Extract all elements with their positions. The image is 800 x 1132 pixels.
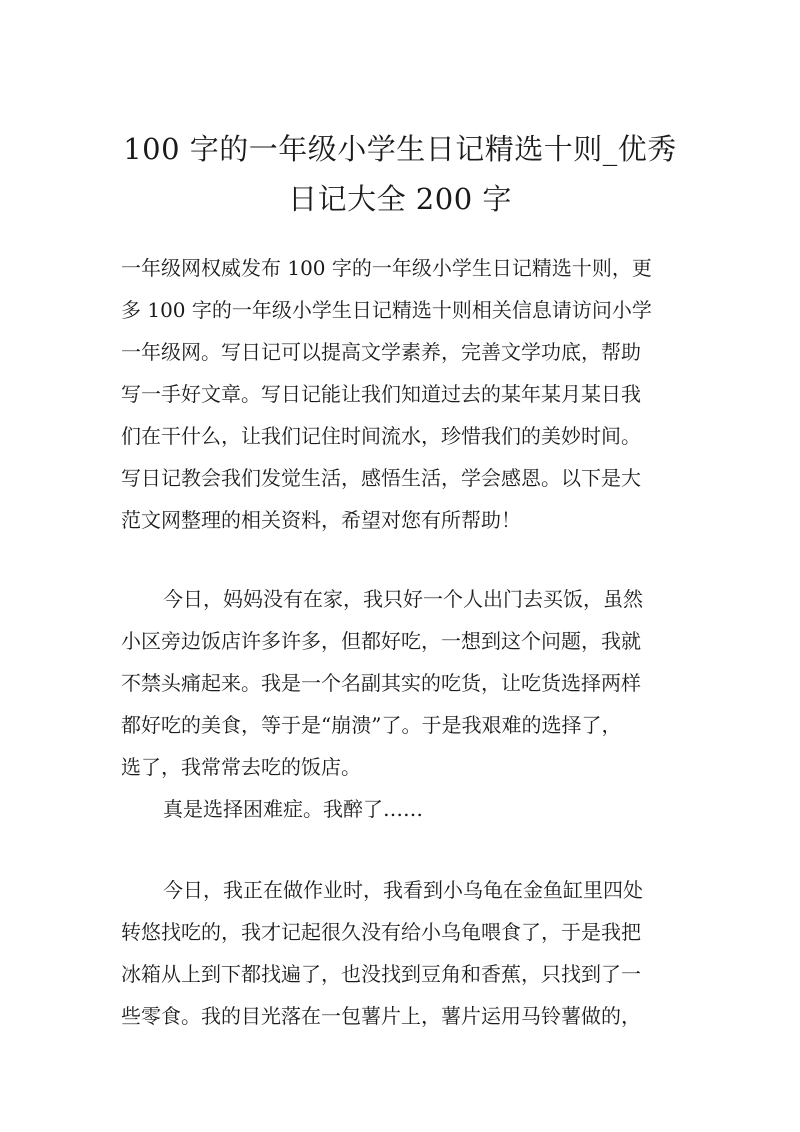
diary-line: 转悠找吃的，我才记起很久没有给小乌龟喂食了，于是我把 (121, 920, 641, 944)
diary-line: 今日，我正在做作业时，我看到小乌龟在金鱼缸里四处 (163, 878, 643, 902)
diary-line: 不禁头痛起来。我是一个名副其实的吃货，让吃货选择两样 (121, 671, 641, 695)
intro-line: 范文网整理的相关资料，希望对您有所帮助！ (121, 508, 521, 532)
intro-line: 一年级网。写日记可以提高文学素养，完善文学功底，帮助 (121, 340, 641, 364)
intro-line: 一年级网权威发布 100 字的一年级小学生日记精选十则，更 (121, 256, 652, 280)
title-line: 100 字的一年级小学生日记精选十则_优秀 (123, 132, 677, 166)
diary-entry-1 (121, 578, 701, 830)
diary-line: 今日，妈妈没有在家，我只好一个人出门去买饭，虽然 (163, 587, 643, 611)
diary-entry-2 (121, 869, 701, 1037)
diary-line: 小区旁边饭店许多许多，但都好吃，一想到这个问题，我就 (121, 629, 641, 653)
diary-line: 都好吃的美食，等于是“崩溃”了。于是我艰难的选择了， (121, 713, 622, 737)
diary-line: 些零食。我的目光落在一包薯片上，薯片运用马铃薯做的， (121, 1004, 641, 1028)
intro-line: 写一手好文章。写日记能让我们知道过去的某年某月某日我 (121, 382, 641, 406)
document-title (110, 124, 690, 224)
intro-line: 们在干什么，让我们记住时间流水，珍惜我们的美妙时间。 (121, 424, 641, 448)
title-line: 日记大全 200 字 (288, 182, 512, 216)
diary-line: 真是选择困难症。我醉了…… (163, 797, 423, 821)
diary-line: 选了，我常常去吃的饭店。 (121, 755, 361, 779)
intro-paragraph (121, 247, 701, 541)
intro-line: 写日记教会我们发觉生活，感悟生活，学会感恩。以下是大 (121, 466, 641, 490)
intro-line: 多 100 字的一年级小学生日记精选十则相关信息请访问小学 (121, 298, 652, 322)
diary-line: 冰箱从上到下都找遍了，也没找到豆角和香蕉，只找到了一 (121, 962, 641, 986)
